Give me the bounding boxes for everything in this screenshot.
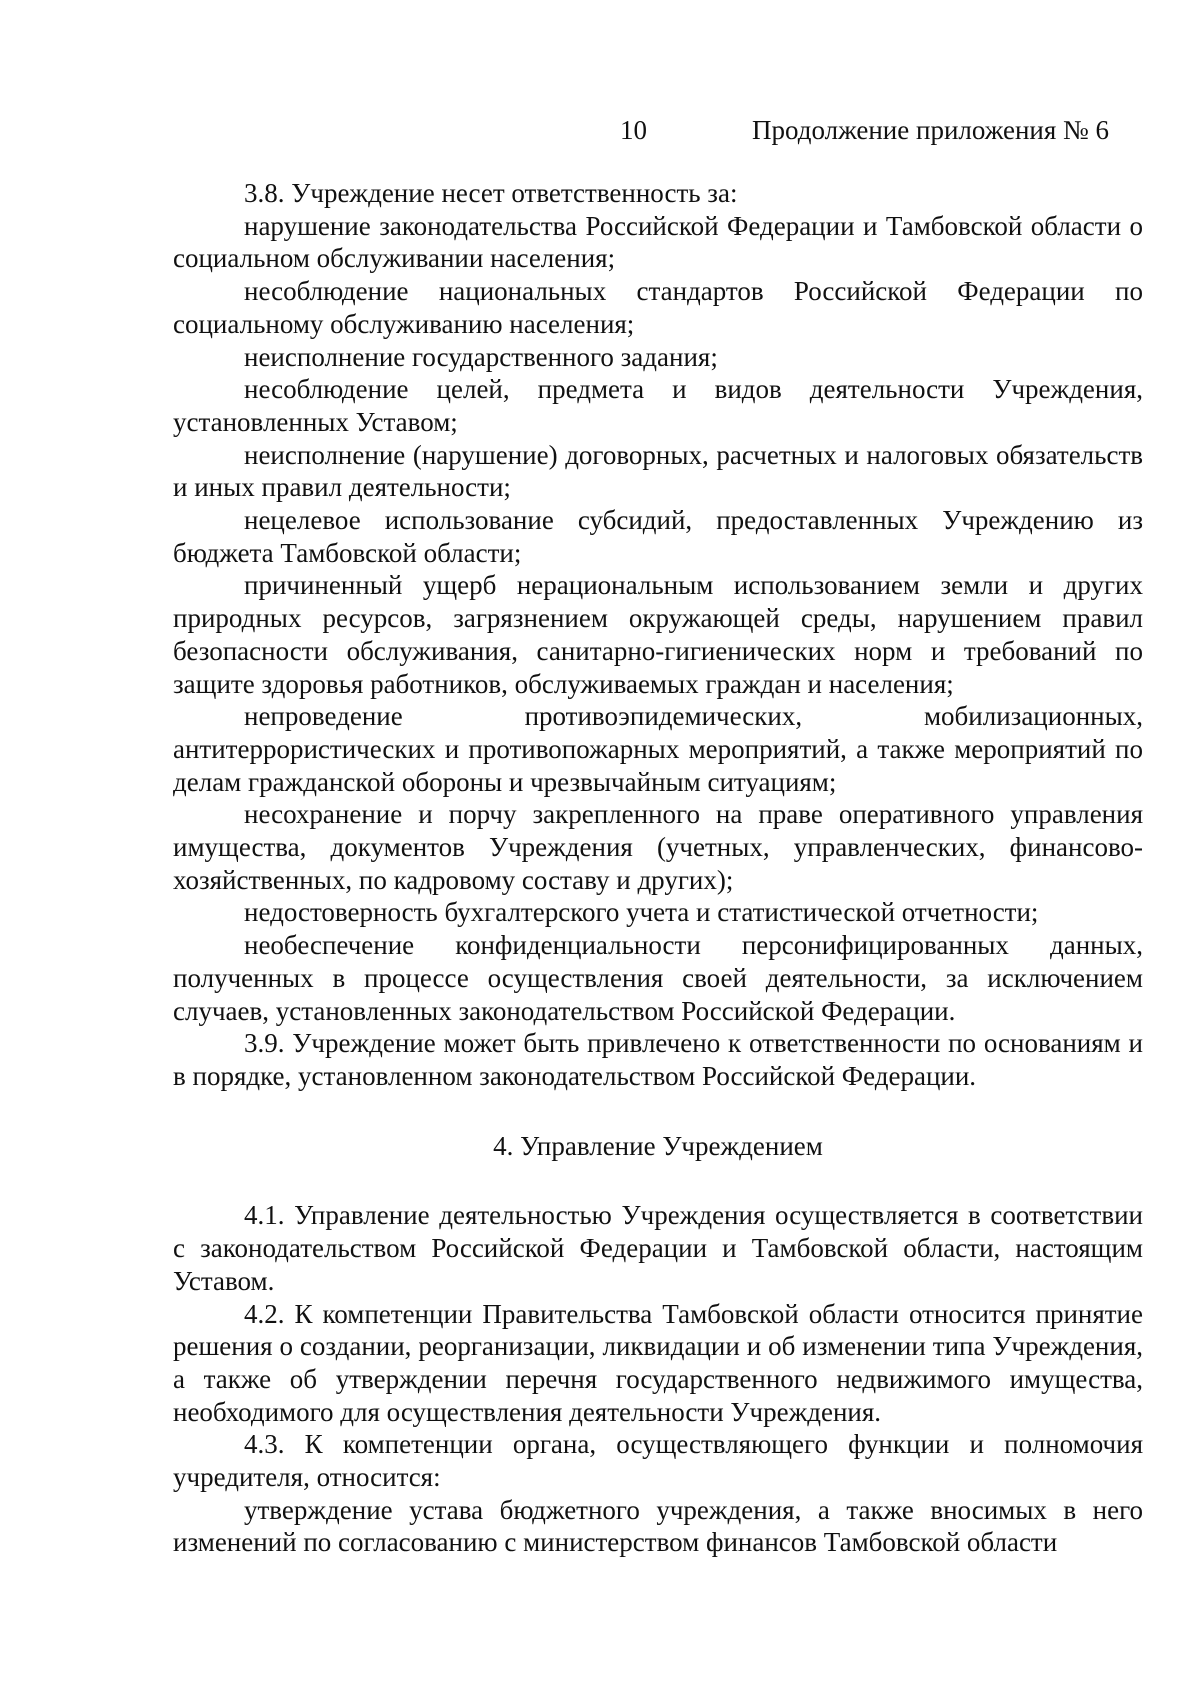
document-body [173,177,1143,1559]
liability-item: нарушение законодательства Российской Федерации и Тамбовской области о социальном обслуживании населения; [173,210,1143,274]
liability-item: несохранение и порчу закрепленного на праве оперативного управления имущества, документов Учреждения (учетных, управленческих, финансово-хозяйственных, по кадровому составу и других); [173,799,1143,895]
liability-item: несоблюдение национальных стандартов Российской Федерации по социальному обслуживанию населения; [173,276,1143,339]
liability-item: неисполнение (нарушение) договорных, расчетных и налоговых обязательств и иных правил деятельности; [173,439,1143,503]
liability-item: причиненный ущерб нерациональным использованием земли и других природных ресурсов, загрязнением окружающей среды, нарушением правил безопасности обслуживания, санитарно-гигиенических норм и требований по защите здоровья работников, обслуживаемых граждан и населения; [173,570,1143,699]
clause-3-9: 3.9. Учреждение может быть привлечено к ответственности по основаниям и в порядке, установленном законодательством Российской Федерации. [173,1028,1143,1091]
page-number: 10 [620,115,647,145]
competence-item: утверждение устава бюджетного учреждения, а также вносимых в него изменений по согласованию с министерством финансов Тамбовской области [173,1494,1143,1558]
section-heading: 4. Управление Учреждением [493,1130,823,1161]
clause-4-3: 4.3. К компетенции органа, осуществляющего функции и полномочия учредителя, относится: [173,1429,1143,1493]
liability-item: нецелевое использование субсидий, предоставленных Учреждению из бюджета Тамбовской области; [173,505,1143,568]
liability-item: непроведение противоэпидемических, мобилизационных, антитеррористических и противопожарных мероприятий, а также мероприятий по делам гражданской обороны и чрезвычайным ситуациям; [173,701,1143,797]
liability-item: необеспечение конфиденциальности персонифицированных данных, полученных в процессе осуществления своей деятельности, за исключением случаев, установленных законодательством Российской Федерации. [173,930,1143,1026]
appendix-continuation-label: Продолжение приложения № 6 [752,115,1110,145]
liability-item: несоблюдение целей, предмета и видов деятельности Учреждения, установленных Уставом; [173,374,1143,437]
clause-4-1: 4.1. Управление деятельностью Учреждения осуществляется в соответствии с законодательством Российской Федерации и Тамбовской области, настоящим Уставом. [173,1200,1143,1296]
liability-item: недостоверность бухгалтерского учета и статистической отчетности; [244,897,1039,928]
clause-4-2: 4.2. К компетенции Правительства Тамбовской области относится принятие решения о создании, реорганизации, ликвидации и об изменении типа Учреждения, а также об утверждении перечня государственного недвижимого имущества, необходимого для осуществления деятельности Учреждения. [173,1298,1143,1427]
clause-3-8: 3.8. Учреждение несет ответственность за: [244,178,738,208]
liability-item: неисполнение государственного задания; [244,341,718,372]
